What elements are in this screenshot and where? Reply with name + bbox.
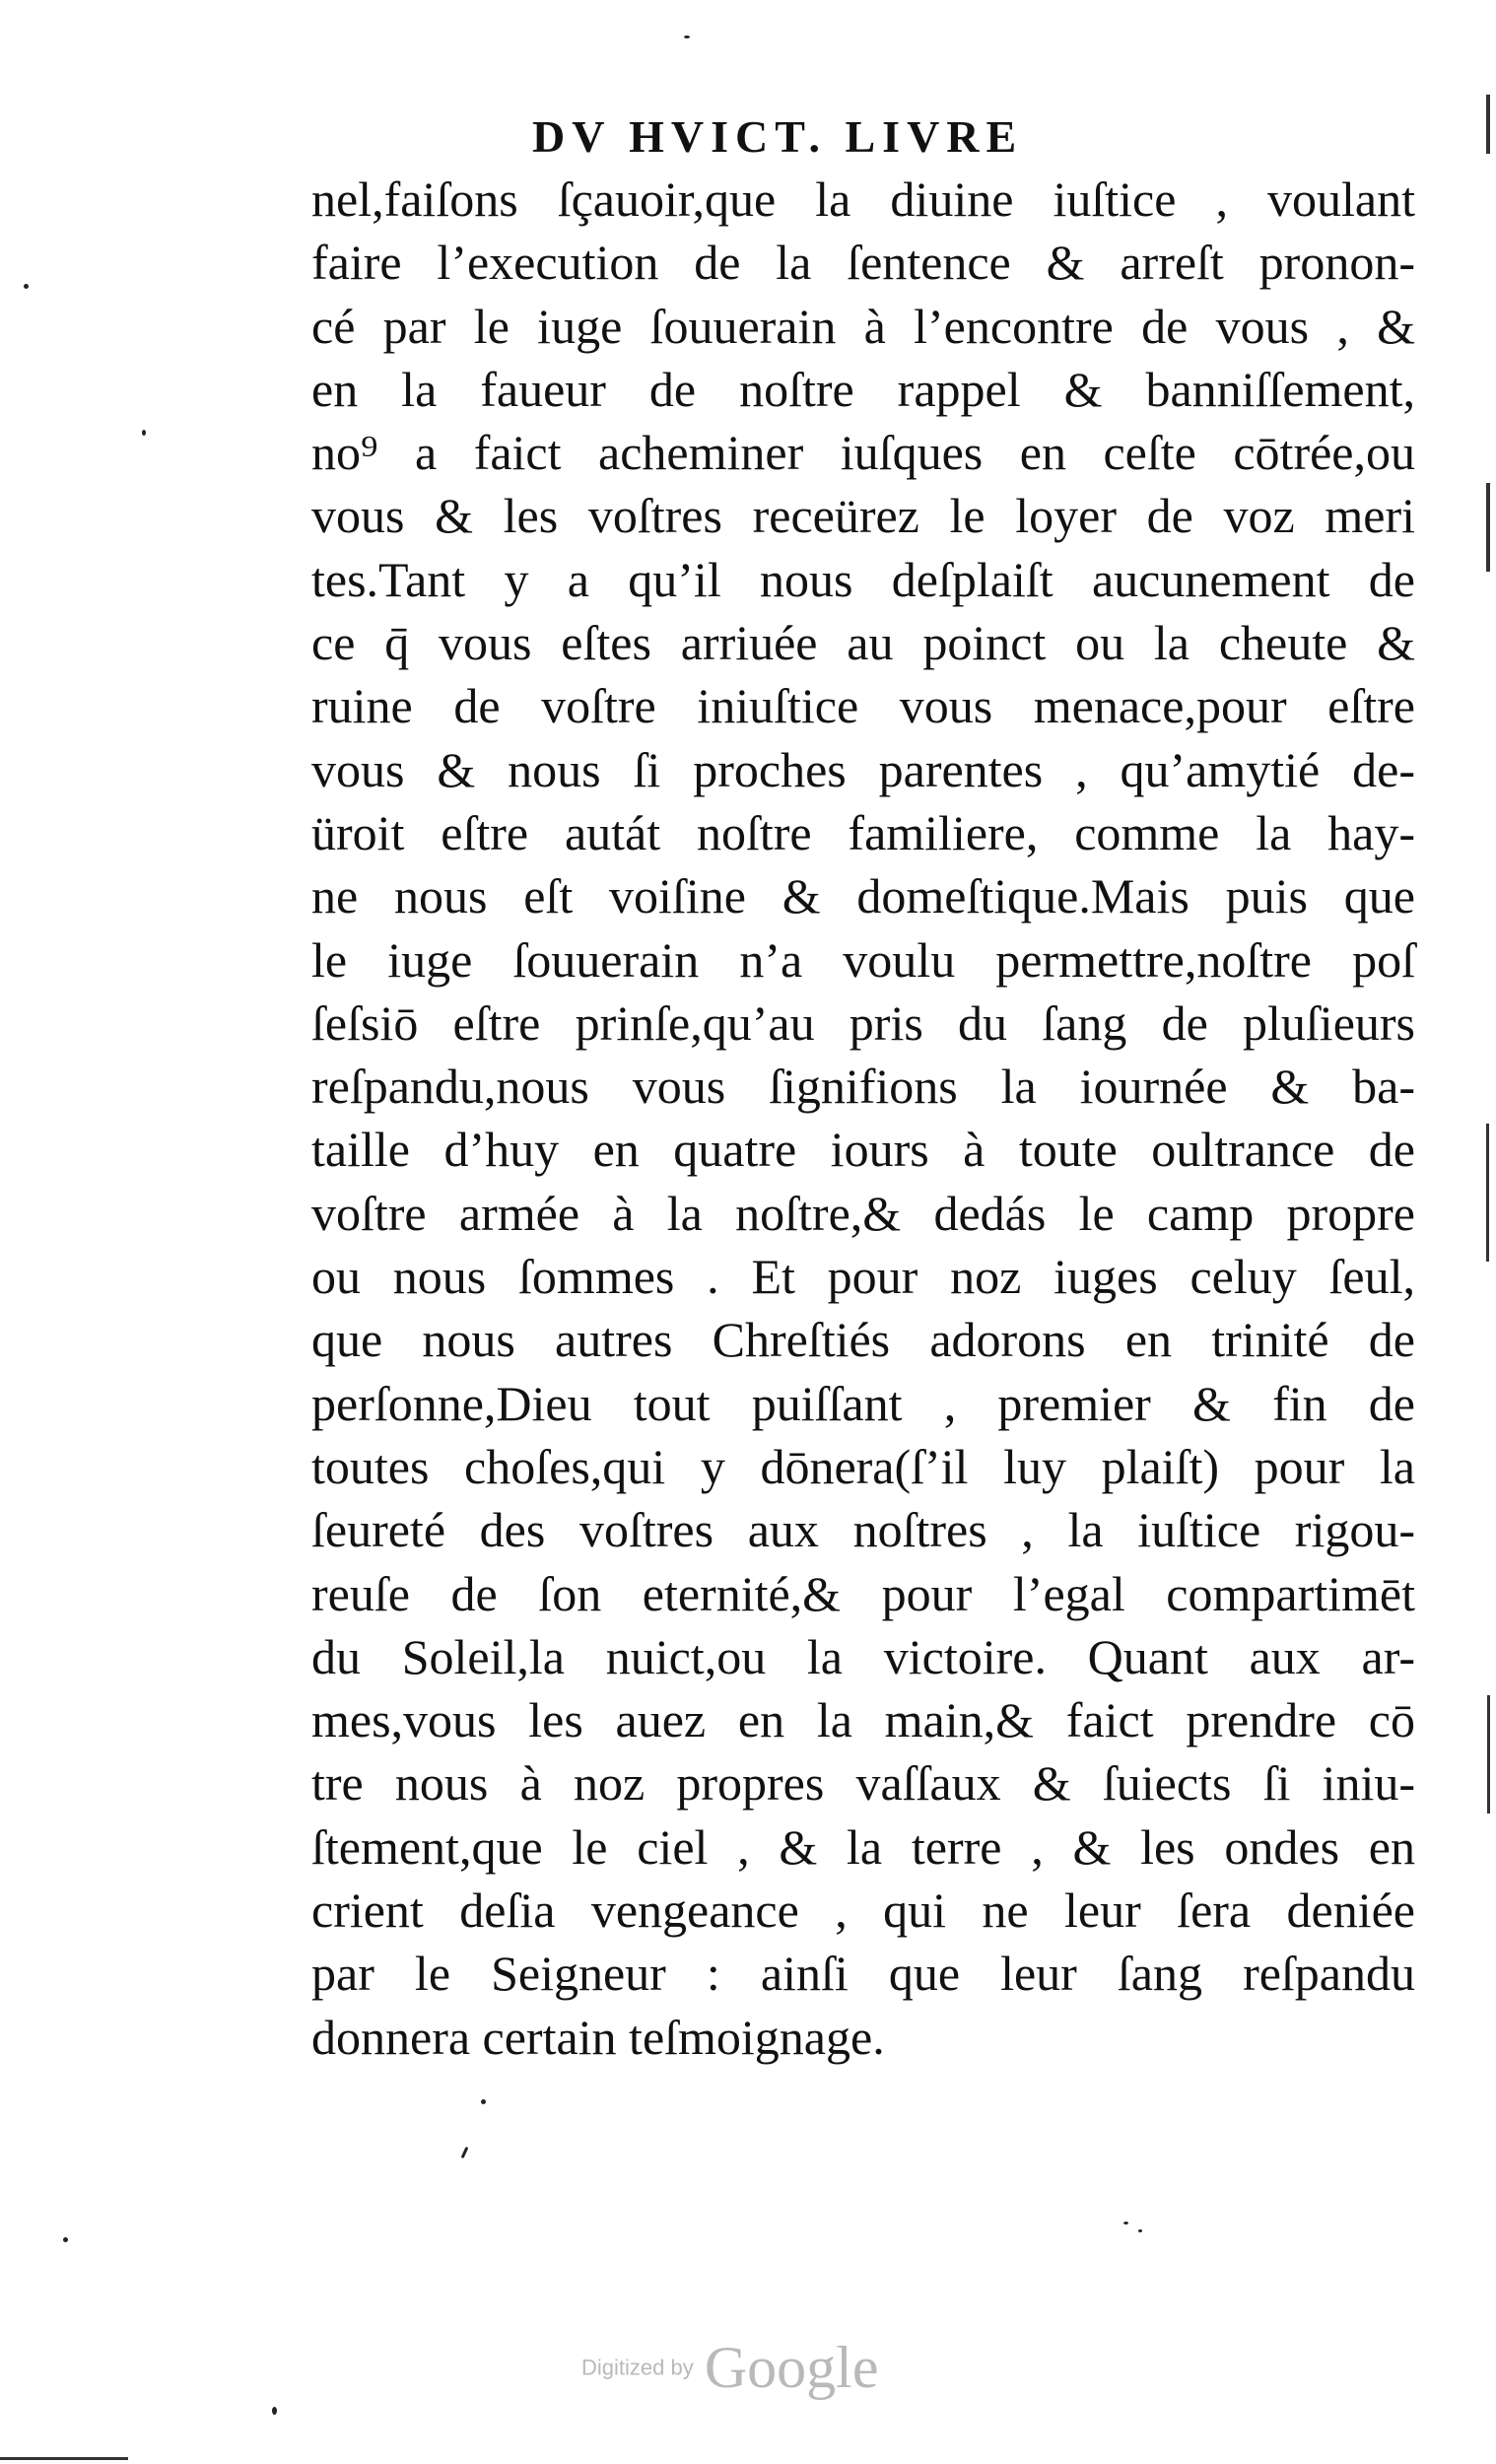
ink-speck — [24, 284, 29, 289]
text-line: nel,faiſons ſçauoir,que la diuine iuſtice , voulant — [311, 171, 1415, 227]
text-line: voſtre armée à la noſtre,& dedás le camp propre — [311, 1185, 1415, 1241]
ink-speck — [1123, 2222, 1128, 2224]
page-edge-mark — [1486, 483, 1490, 572]
ink-speck — [461, 2147, 469, 2158]
text-line: ruine de voſtre iniuſtice vous menace,pour eſtre — [311, 678, 1415, 734]
text-line: vous & les voſtres receürez le loyer de voz meri — [311, 488, 1415, 544]
text-line: toutes choſes,qui y dōnera(ſ’il luy plaiſt) pour la — [311, 1438, 1415, 1494]
ink-speck — [1138, 2229, 1142, 2232]
text-line: que nous autres Chreſtiés adorons en trinité de — [311, 1312, 1415, 1368]
text-line: ne nous eſt voiſine & domeſtique.Mais puis que — [311, 868, 1415, 924]
text-line: üroit eſtre autát noſtre familiere, comme la hay- — [311, 804, 1415, 860]
text-line: no⁹ a faict acheminer iuſques en ceſte cōtrée,ou — [311, 425, 1415, 481]
text-line: du Soleil,la nuict,ou la victoire. Quant aux ar- — [311, 1628, 1415, 1684]
page-edge-mark — [1486, 1124, 1489, 1262]
text-line: reſpandu,nous vous ſignifions la iournée & ba- — [311, 1059, 1415, 1115]
text-line: vous & nous ſi proches parentes , qu’amytié de- — [311, 741, 1415, 797]
digitized-watermark — [581, 2334, 878, 2402]
text-line: mes,vous les auez en la main,& faict prendre cō — [311, 1692, 1415, 1748]
text-line: ſeſsiō eſtre prinſe,qu’au pris du ſang de pluſieurs — [311, 994, 1415, 1051]
text-line: ſeureté des voſtres aux noſtres , la iuſtice rigou- — [311, 1502, 1415, 1558]
page-bottom-rule — [0, 2457, 128, 2460]
ink-speck — [142, 430, 146, 436]
running-head: DV HVICT. LIVRE — [532, 111, 1024, 162]
page-edge-mark — [1486, 95, 1490, 154]
text-line: le iuge ſouuerain n’a voulu permettre,noſtre poſ — [311, 931, 1415, 988]
text-line: cé par le iuge ſouuerain à l’encontre de vous , & — [311, 298, 1415, 354]
text-line: ſtement,que le ciel , & la terre , & les ondes en — [311, 1818, 1415, 1875]
text-line: en la faueur de noſtre rappel & banniſſement, — [311, 361, 1415, 417]
ink-speck — [272, 2407, 277, 2415]
text-line: taille d’huy en quatre iours à toute oultrance de — [311, 1122, 1415, 1178]
page-edge-mark — [1487, 1695, 1490, 1814]
text-line: faire l’execution de la ſentence & arreſt pronon- — [311, 235, 1415, 291]
text-line: ou nous ſommes . Et pour noz iuges celuy ſeul, — [311, 1249, 1415, 1305]
text-line: crient deſia vengeance , qui ne leur ſera deniée — [311, 1882, 1415, 1939]
text-line: par le Seigneur : ainſi que leur ſang reſpandu — [311, 1946, 1415, 2002]
ink-speck — [63, 2237, 68, 2242]
text-line: donnera certain teſmoignage. — [311, 2009, 885, 2065]
text-line: perſonne,Dieu tout puiſſant , premier & fin de — [311, 1375, 1415, 1431]
ink-speck — [481, 2099, 486, 2104]
text-line: tes.Tant y a qu’il nous deſplaiſt aucunement de — [311, 551, 1415, 607]
text-line: tre nous à noz propres vaſſaux & ſuiects ſi iniu- — [311, 1755, 1415, 1812]
text-line: ce q̄ vous eſtes arriuée au poinct ou la cheute & — [311, 615, 1415, 671]
text-line: reuſe de ſon eternité,& pour l’egal compartimēt — [311, 1565, 1415, 1621]
body-text — [311, 168, 1415, 2069]
ink-speck — [684, 35, 690, 38]
google-logo: Google — [704, 2335, 879, 2400]
watermark-prefix: Digitized by — [581, 2355, 694, 2380]
